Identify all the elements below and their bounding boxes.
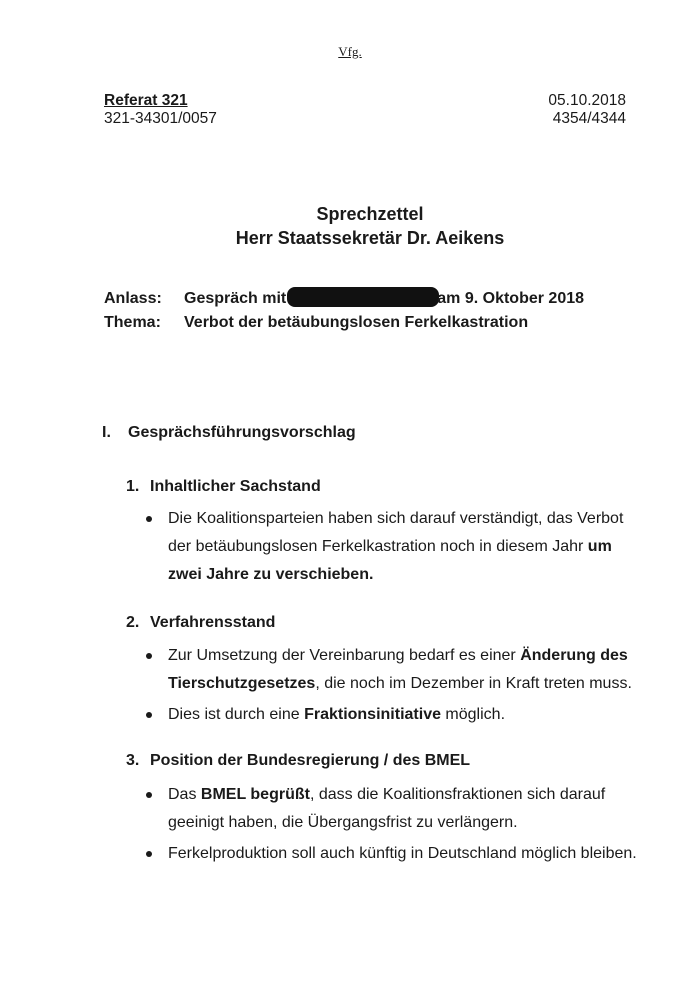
bullet-list-2	[142, 642, 642, 729]
redaction-bar	[287, 287, 439, 307]
section-title: Gesprächsführungsvorschlag	[128, 424, 356, 441]
document-date: 05.10.2018	[548, 92, 626, 109]
topic-row	[104, 314, 528, 332]
subsection-title: Position der Bundesregierung / des BMEL	[150, 752, 471, 769]
bullet-text: Dies ist durch eine	[168, 706, 305, 723]
bullet-text: Die Koalitionsparteien haben sich darauf verständigt, das Verbot der betäubungslosen Ferkelkastration noch in diesem Jahr	[168, 510, 624, 555]
subsection-title: Verfahrensstand	[150, 614, 276, 631]
bullet-icon	[146, 712, 152, 718]
occasion-row	[104, 287, 584, 308]
subsection-number: 2.	[126, 614, 140, 631]
department-label: Referat 321	[104, 92, 188, 109]
bullet-list-3	[142, 781, 642, 868]
occasion-text-after: am 9. Oktober 2018	[437, 290, 585, 307]
section-number: I.	[102, 424, 111, 441]
bullet-text: Das	[168, 786, 201, 803]
vfg-mark: Vfg.	[338, 44, 362, 59]
subsection-number: 1.	[126, 478, 140, 495]
subsection-heading-1	[126, 478, 321, 496]
subsection-heading-2	[126, 614, 275, 632]
bullet-icon	[146, 792, 152, 798]
bullet-text: , die noch im Dezember in Kraft treten muss.	[315, 675, 632, 692]
document-title	[0, 202, 700, 250]
list-item	[142, 701, 642, 729]
list-item	[142, 840, 642, 868]
title-line-1: Sprechzettel	[316, 204, 424, 224]
reference-block	[104, 92, 217, 128]
occasion-label: Anlass:	[104, 290, 162, 307]
bullet-bold-text: Änderung des Tierschutzgesetzes	[168, 647, 628, 692]
bullet-text: Ferkelproduktion soll auch künftig in Deutschland möglich bleiben.	[168, 845, 637, 862]
bullet-text: Zur Umsetzung der Vereinbarung bedarf es einer	[168, 647, 521, 664]
subsection-number: 3.	[126, 752, 140, 769]
bullet-list-1	[142, 505, 642, 589]
phone-extension: 4354/4344	[552, 110, 626, 127]
file-number: 321-34301/0057	[104, 110, 217, 127]
subsection-heading-3	[126, 752, 470, 770]
list-item	[142, 505, 642, 589]
list-item	[142, 781, 642, 837]
bullet-icon	[146, 851, 152, 857]
occasion-text-before: Gespräch mit	[184, 290, 287, 307]
title-line-2: Herr Staatssekretär Dr. Aeikens	[235, 228, 505, 248]
bullet-bold-text: BMEL begrüßt	[200, 786, 310, 803]
bullet-icon	[146, 516, 152, 522]
bullet-bold-text: Fraktionsinitiative	[304, 706, 441, 723]
topic-value: Verbot der betäubungslosen Ferkelkastration	[184, 314, 529, 331]
section-heading	[102, 424, 356, 442]
bullet-text: möglich.	[440, 706, 506, 723]
bullet-icon	[146, 653, 152, 659]
topic-label: Thema:	[104, 314, 161, 331]
bullet-text: , dass die Koalitionsfraktionen sich darauf geeinigt haben, die Übergangsfrist zu verlängern.	[168, 786, 606, 831]
subsection-title: Inhaltlicher Sachstand	[150, 478, 321, 495]
bullet-bold-text: um zwei Jahre zu verschieben.	[168, 538, 612, 583]
date-block	[548, 92, 626, 128]
list-item	[142, 642, 642, 698]
